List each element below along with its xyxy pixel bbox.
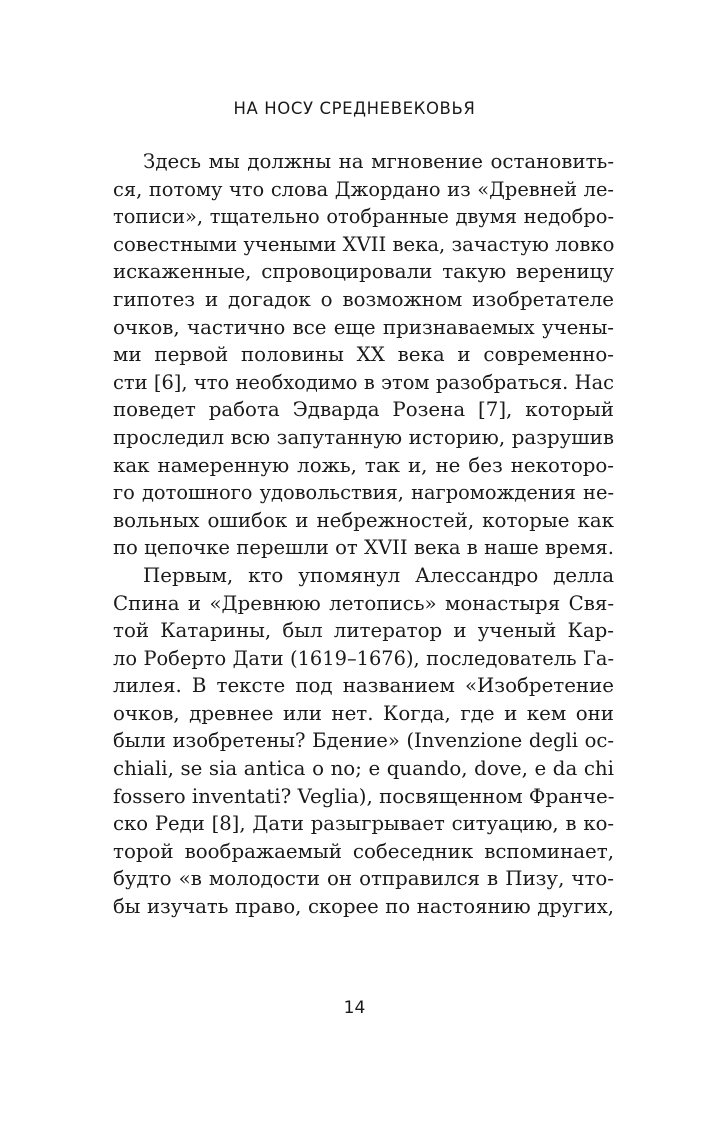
text-line: как намеренную ложь, так и, не без некоторо- xyxy=(113,453,614,477)
text-line: искаженные, спровоцировали такую вереницу xyxy=(113,260,614,284)
body-text xyxy=(113,148,614,921)
text-line: лилея. В тексте под названием «Изобретение xyxy=(113,674,614,698)
text-line: chiali, se sia antica o no; e quando, dove, e da chi xyxy=(113,757,614,781)
text-line: Здесь мы должны на мгновение остановить- xyxy=(143,150,614,173)
text-line: были изобретены? Бдение» (Invenzione degli oc- xyxy=(113,729,614,753)
text-line: поведет работа Эдварда Розена [7], который xyxy=(113,398,614,422)
page-number: 14 xyxy=(343,998,366,1018)
text-line: будто «в молодости он отправился в Пизу, что- xyxy=(113,867,614,891)
text-line: го дотошного удовольствия, нагромождения не- xyxy=(113,481,614,505)
text-line: fossero inventati? Veglia), посвященном Франче- xyxy=(113,784,615,808)
running-head: НА НОСУ СРЕДНЕВЕКОВЬЯ xyxy=(233,99,476,118)
text-line: очков, древнее или нет. Когда, где и кем они xyxy=(113,701,614,725)
text-line: вольных ошибок и небрежностей, которые как xyxy=(113,508,614,532)
text-line: по цепочке перешли от XVII века в наше время. xyxy=(113,536,614,560)
text-line: Первым, кто упомянул Алессандро делла xyxy=(143,563,614,587)
text-line: проследил всю запутанную историю, разрушив xyxy=(113,425,614,449)
text-line: торой воображаемый собеседник вспоминает, xyxy=(113,839,614,863)
text-line: ми первой половины XX века и современно- xyxy=(113,343,614,367)
text-line: ся, потому что слова Джордано из «Древней ле- xyxy=(113,177,614,201)
text-line: ло Роберто Дати (1619–1676), последователь Га- xyxy=(113,646,614,670)
text-line: бы изучать право, скорее по настоянию других, xyxy=(113,895,614,919)
text-line: совестными учеными XVII века, зачастую ловко xyxy=(113,232,615,256)
text-line: ско Реди [8], Дати разыгрывает ситуацию, в ко- xyxy=(113,812,614,836)
text-line: той Катарины, был литератор и ученый Кар- xyxy=(113,619,614,643)
text-line: тописи», тщательно отобранные двумя недобро- xyxy=(113,205,614,229)
text-line: Спина и «Древнюю летопись» монастыря Свя- xyxy=(113,591,614,615)
text-line: гипотез и догадок о возможном изобретателе xyxy=(113,287,614,311)
text-line: сти [6], что необходимо в этом разобраться. Нас xyxy=(113,370,614,394)
text-line: очков, частично все еще признаваемых учены- xyxy=(113,315,614,339)
